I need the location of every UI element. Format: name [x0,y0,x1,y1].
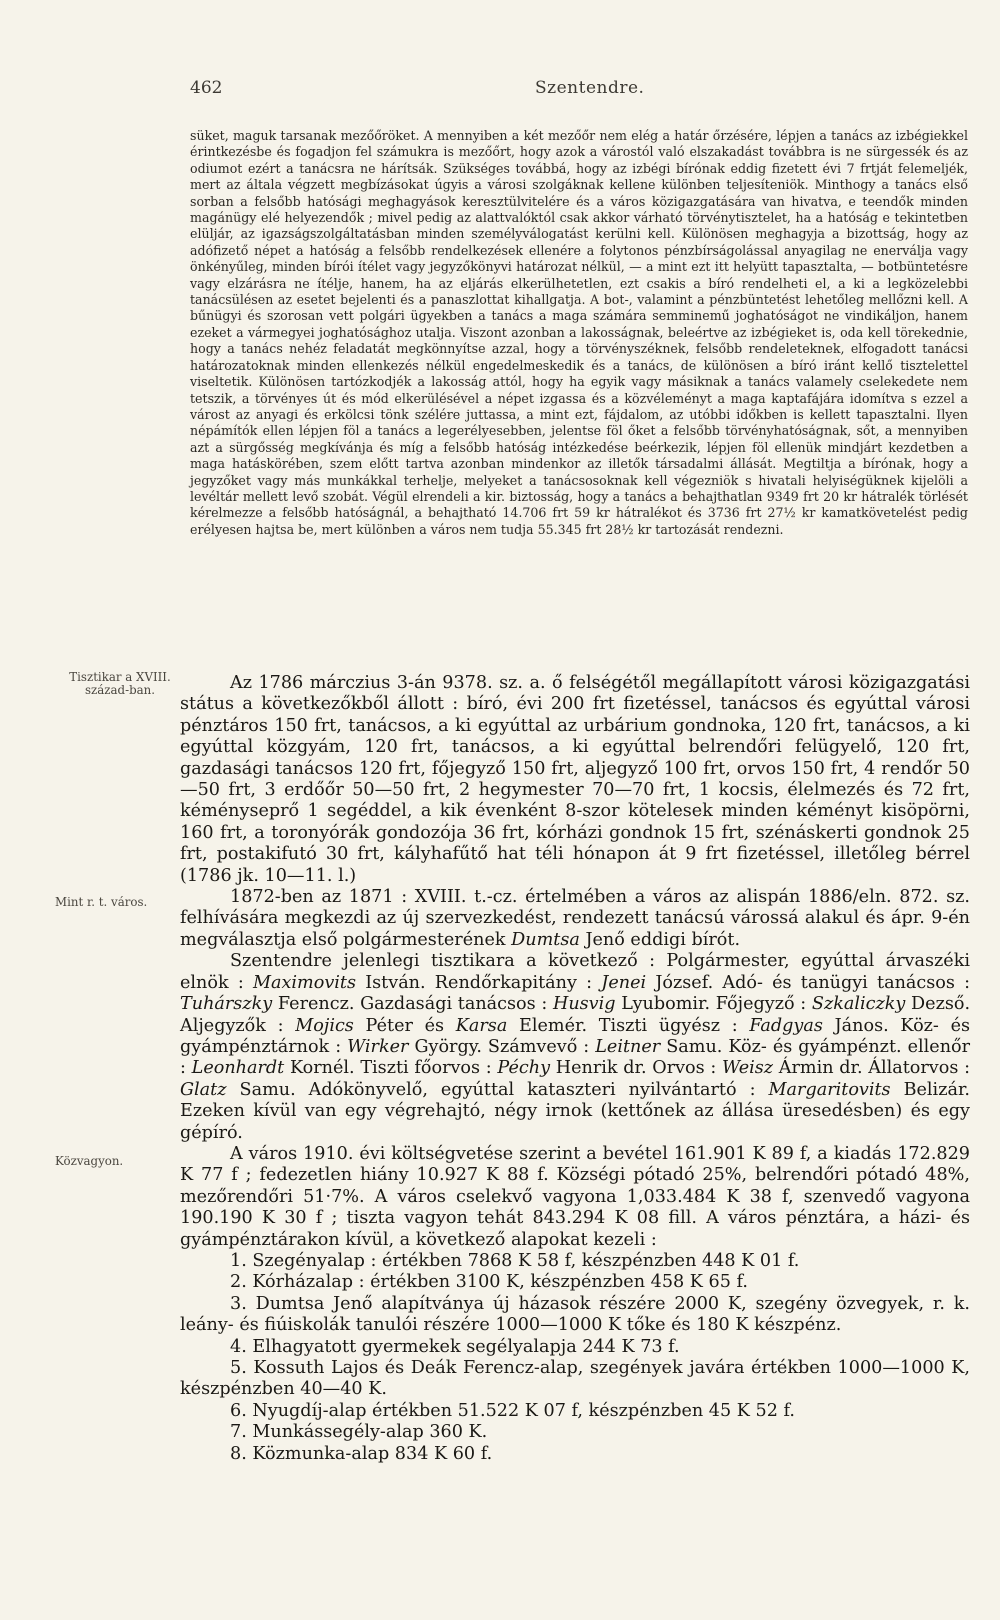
p3-name-11: Leonhardt [191,1058,285,1079]
p3-name-5: Szkaliczky [811,994,906,1015]
page-number: 462 [190,78,223,98]
p3-text-b: István. Rendőrkapitány : [365,972,593,993]
fund-item: 1. Szegényalap : értékben 7868 K 58 f, készpénzben 448 K 01 f. [230,1250,800,1271]
p3-name-6: Mojics [295,1015,354,1036]
p3-name-4: Husvig [552,994,616,1015]
margin-note-mint-r-t-varos: Mint r. t. város. [55,895,148,909]
paragraph-rt-varos [180,887,970,951]
p3-name-9: Wirker [347,1036,409,1057]
p3-name-15: Margaritovits [768,1079,891,1100]
p3-name-13: Weisz [722,1058,774,1079]
p3-name-2: Jenei [601,972,647,993]
paragraph-budget-1910: A város 1910. évi költségvetése szerint a bevétel 161.901 K 89 f, a kiadás 172.829 K 77 f ; fedezetlen hiány 10.927 K 88 f. Községi pótadó 25%, belrendőri pótadó 48%, mezőrendőri 51·7%. A város cselekvő vagyona 1,033.484 K 38 f, szenvedő vagyona 190.190 K 30 f ; tiszta vagyon tehát 843.294 K 08 fill. A város pénztára, a házi- és gyámpénztárakon kívül, a következő alapokat kezeli : [180,1143,970,1250]
p3-text-e: Lyubomir. Főjegyző : [621,994,807,1015]
fund-item: 3. Dumtsa Jenő alapítványa új házasok részére 2000 K, szegény özvegyek, r. k. leány- és fiúiskolák tanulói részére 1000—1000 K tőke és 180 K készpénz. [180,1293,970,1336]
p2-text: 1872-ben az 1871 : XVIII. t.-cz. értelmében a város az alispán 1886/eln. 872. sz. felhívására megkezdi az új szervezkedést, rendezett tanácsú várossá alakul és ápr. 9-én megválasztja első polgármesterének [180,887,970,950]
p3-text-j: György. Számvevő : [414,1036,590,1057]
p3-text-g: Péter és [365,1015,445,1036]
fund-item: 6. Nyugdíj-alap értékben 51.522 K 07 f, készpénzben 45 K 52 f. [230,1400,795,1421]
p2-name: Dumtsa [511,929,580,950]
p2-tail: Jenő eddigi bírót. [585,929,741,950]
fund-item: 5. Kossuth Lajos és Deák Ferencz-alap, szegények javára értékben 1000—1000 K, készpénzben 40—40 K. [180,1358,970,1400]
p3-text-a: Szentendre jelenlegi tisztikara a következő : Polgármester, egyúttal árvaszéki elnök : [180,951,970,993]
p3-text-o: Samu. Adókönyvelő, egyúttal kataszteri nyilvántartó : [239,1079,756,1100]
p3-name-1: Maximovits [252,972,356,993]
p3-text-k: Samu. Köz- és gyámpénzt. ellenőr : [180,1036,971,1079]
main-text [180,673,970,1465]
p3-name-7: Karsa [455,1015,508,1036]
p3-text-m: Henrik dr. Orvos : [555,1058,717,1079]
fund-item: 7. Munkássegély-alap 360 K. [230,1422,488,1443]
p3-name-3: Tuhárszky [180,994,273,1015]
paragraph-current-staff [180,951,970,1144]
p3-name-12: Péchy [497,1058,551,1079]
p3-text-i: János. Köz- és gyámpénztárnok : [180,1015,971,1057]
fund-list [180,1251,970,1465]
fund-item: 8. Közmunka-alap 834 K 60 f. [230,1443,493,1464]
fund-item: 2. Kórházalap : értékben 3100 K, készpénzben 458 K 65 f. [230,1272,748,1293]
p3-text-f: Dezső. Aljegyzők : [180,994,971,1036]
p3-text-p: Belizár. Ezeken kívül van egy végrehajtó, négy irnok (kettőnek az állása üresedésben) és egy gépíró. [180,1079,971,1143]
page-header [190,78,970,102]
p3-name-10: Leitner [595,1036,661,1057]
small-print-paragraph: süket, maguk tarsanak mezőőröket. A mennyiben a két mezőőr nem elég a határ őrzésére, lépjen a tanács az izbégiekkel érintkezésbe és fogadjon fel számukra is mezőőrt, hogy azok a várostól való elszakadást továbbra is ne sürgessék és az odiumot ezért a tanácsra ne hárítsák. Szükséges továbbá, hogy az izbégi bírónak eddig fizetett évi 7 frtját felemeljék, mert az általa végzett megbízásokat úgyis a városi szolgáknak kellene különben teljesíteniök. Minthogy a tanács első sorban a felsőbb hatósági meghagyások keresztülvitelére és a város közigazgatására van hivatva, e teendők minden magánügy elé helyezendők ; mivel pedig az alattvalóktól csak akkor várható törvénytisztelet, ha a hatóság e tekintetben elüljár, az igazságszolgáltatásban minden személyválogatást kerülni kell. Különösen meghagyja a bizottság, hogy az adófizető népet a hatóság a felsőbb rendelkezések ellenére a folytonos pénzbírságolással anyagilag ne enerválja vagy önkényűleg, minden bírói ítélet vagy jegyzőkönyvi határozat nélkül, — a mint ezt itt helyütt tapasztalta, — botbüntetésre vagy elzárásra ne ítélje, hanem, ha az eljárás elkerülhetetlen, ezt csakis a bíró rendelheti el, a ki a legközelebbi tanácsülésen az esetet bejelenti és a panaszlottat kihallgatja. A bot-, valamint a pénzbüntetést lehetőleg mellőzni kell. A bűnügyi és szorosan vett polgári ügyekben a tanács a maga számára semminemű joghatóságot ne vindikáljon, hanem ezeket a vármegyei joghatósághoz utalja. Viszont azonban a lakosságnak, beleértve az izbégieket is, oda kell törekednie, hogy a tanács nehéz feladatát megkönnyítse azzal, hogy a törvényszéknek, felsőbb rendeleteknek, elfogadott tanácsi határozatoknak minden ellenkezés nélkül engedelmeskedik és a tanács, de különösen a bíró iránt kellő tisztelettel viseltetik. Különösen tartózkodjék a lakosság attól, hogy ha egyik vagy másiknak a tanács valamely cselekedete nem tetszik, a törvényes út és mód elkerülésével a népet izgassa és a közvéleményt a maga kaptafájára idomítva s ezzel a várost az anyagi és erkölcsi tönk szélére juttassa, a mint ezt, fájdalom, az utóbbi időkben is kellett tapasztalni. Ilyen népámítók ellen lépjen föl a tanács a legerélyesebben, jelentse föl őket a felsőbb törvényhatóságnak, sőt, a mennyiben azt a sürgősség megkívánja és míg a felsőbb hatóság intézkedése beérkezik, lépjen föl ellenük mindjárt kezdetben a maga hatáskörében, szem előtt tartva azonban mindenkor az illetők társadalmi állását. Megtiltja a bírónak, hogy a jegyzőket vagy más munkákkal terhelje, melyeket a tanácsosoknak kell végezniök s hivatali helyiségüknek kijelöli a levéltár mellett levő szobát. Végül elrendeli a kir. biztosság, hogy a tanács a behajthatlan 9349 frt 20 kr hátralék törlését kérelmezze a felsőbb hatóságnál, a behajtható 14.706 frt 59 kr hátralékot és 3736 frt 27½ kr kamatkövetelést pedig erélyesen hajtsa be, mert különben a város nem tudja 55.345 frt 28½ kr tartozását rendezni. [190,128,968,537]
margin-note-kozvagyon: Közvagyon. [55,1154,124,1168]
fund-item: 4. Elhagyatott gyermekek segélyalapja 244 K 73 f. [230,1336,680,1357]
p3-text-d: Ferencz. Gazdasági tanácsos : [277,994,548,1015]
p3-text-c: József. Adó- és tanügyi tanácsos : [655,972,971,993]
p3-name-8: Fadgyas [749,1015,823,1036]
running-title: Szentendre. [535,78,645,98]
p3-name-14: Glatz [180,1079,227,1100]
p3-text-h: Elemér. Tiszti ügyész : [519,1015,738,1036]
paragraph-staff-1786: Az 1786 márczius 3-án 9378. sz. a. ő felségétől megállapított városi közigazgatási státus a következőkből állott : bíró, évi 200 frt fizetéssel, tanácsos és egyúttal városi pénztáros 150 frt, tanácsos, a ki egyúttal az urbárium gondnoka, 120 frt, tanácsos, a ki egyúttal közgyám, 120 frt, tanácsos, a ki egyúttal belrendőri felügyelő, 120 frt, gazdasági tanácsos 120 frt, főjegyző 150 frt, aljegyző 100 frt, orvos 150 frt, 4 rendőr 50—50 frt, 3 erdőőr 50—50 frt, 2 hegymester 70—70 frt, 1 kocsis, élelmezés és 72 frt, kéményseprő 1 segéddel, a kik évenként 8-szor kötelesek minden kéményt kisöpörni, 160 frt, a toronyórák gondozója 36 frt, kórházi gondnok 15 frt, szénáskerti gondnok 25 frt, postakifutó 30 frt, kályhafűtő hat téli hónapon át 9 frt fizetéssel, illetőleg bérrel (1786 jk. 10—11. l.) [180,673,970,886]
margin-note-tisztikar: Tisztikar a XVIII. század-ban. [69,670,171,697]
p3-text-n: Ármin dr. Állatorvos : [778,1058,971,1079]
p3-text-l: Kornél. Tiszti főorvos : [289,1058,492,1079]
